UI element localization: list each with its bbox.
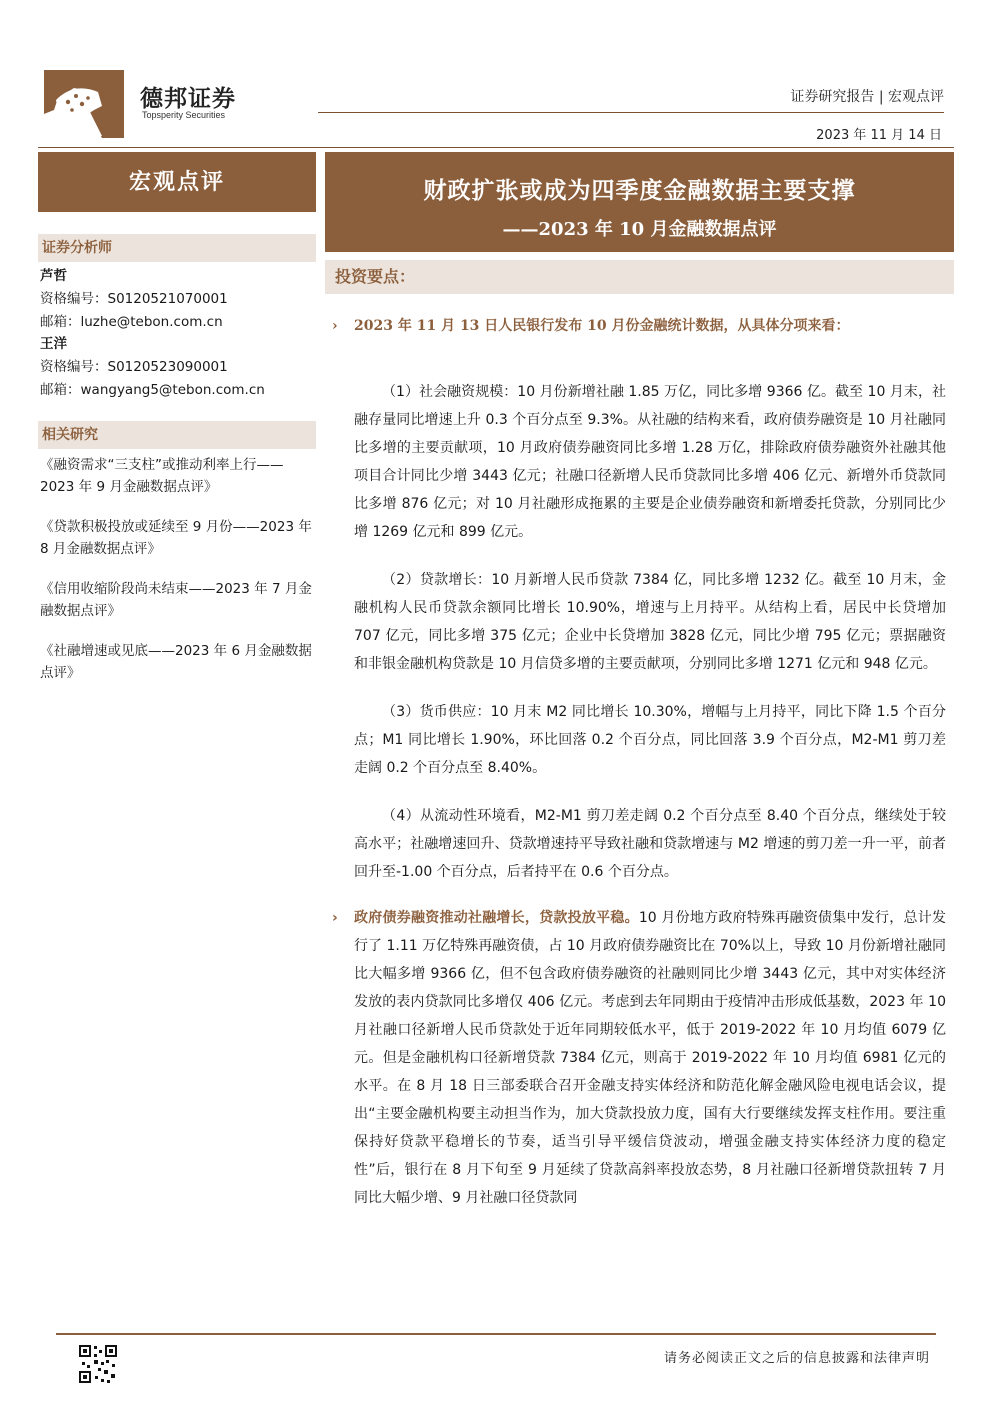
company-logo xyxy=(44,70,124,138)
bullet-2-text: 10 月份地方政府特殊再融资债集中发行，总计发行了 1.11 万亿特殊再融资债，占 10 月政府债券融资比在 70%以上，导致 10 月份新增社融同比大幅多增 9366 亿，但不包含政府债券融资的社融则同比少增 3443 亿元，其中对实体经济发放的表内贷款同比多增仅 406 亿元。考虑到去年同期由于疫情冲击形成低基数，2023 年 10 月社融口径新增人民币贷款处于近年同期较低水平，低于 2019-2022 年 10 月均值 6079 亿元。但是金融机构口径新增贷款 7384 亿元，则高于 2019-2022 年 10 月均值 6981 亿元的水平。在 8 月 18 日三部委联合召开金融支持实体经济和防范化解金融风险电视电话会议，提出“主要金融机构要主动担当作为，加大贷款投放力度，国有大行要继续发挥支柱作用。要注重保持好贷款平稳增长的节奏，适当引导平缓信贷波动，增强金融支持实体经济力度的稳定性”后，银行在 8 月下旬至 9 月延续了贷款高斜率投放态势，8 月社融口径新增贷款扭转 7 月同比大幅少增、9 月社融口径贷款同 xyxy=(354,910,947,1206)
analysts-heading: 证券分析师 xyxy=(38,234,316,262)
bullet-2-lead: 政府债券融资推动社融增长，贷款投放平稳。 xyxy=(354,910,639,926)
analyst-name: 芦哲 xyxy=(40,268,67,284)
qr-code-icon xyxy=(78,1344,118,1384)
key-points-heading: 投资要点： xyxy=(325,260,954,294)
bullet-2 xyxy=(332,904,946,1212)
title-banner xyxy=(325,152,954,252)
paragraph-money-supply: （3）货币供应：10 月末 M2 同比增长 10.30%，增幅与上月持平，同比下降 1.5 个百分点；M1 同比增长 1.90%，环比回落 0.2 个百分点，同比回落 3.9 个百分点，M2-M1 剪刀差走阔 0.2 个百分点至 8.40%。 xyxy=(354,704,946,776)
paragraph-liquidity: （4）从流动性环境看，M2-M1 剪刀差走阔 0.2 个百分点至 8.40 个百分点，继续处于较高水平；社融增速回升、贷款增速持平导致社融和贷款增速与 M2 增速的剪刀差一升一平，前者回升至-1.00 个百分点，后者持平在 0.6 个百分点。 xyxy=(354,808,946,880)
bullet-arrow-icon: › xyxy=(332,910,338,926)
related-research-list xyxy=(40,454,316,702)
header-divider-bottom xyxy=(38,147,954,148)
related-research-link[interactable]: 《融资需求“三支柱”或推动利率上行——2023 年 9 月金融数据点评》 xyxy=(40,457,284,495)
analyst-email[interactable]: 邮箱：luzhe@tebon.com.cn xyxy=(40,314,223,330)
header-divider xyxy=(318,112,944,113)
report-title: 财政扩张或成为四季度金融数据主要支撑 xyxy=(423,177,856,204)
analyst-name: 王洋 xyxy=(40,336,67,352)
related-research-heading: 相关研究 xyxy=(38,421,316,449)
brand-name-cn: 德邦证券 xyxy=(140,86,236,112)
analyst-cert: 资格编号：S0120521070001 xyxy=(40,291,228,307)
related-research-link[interactable]: 《信用收缩阶段尚未结束——2023 年 7 月金融数据点评》 xyxy=(40,581,312,619)
legal-disclaimer: 请务必阅读正文之后的信息披露和法律声明 xyxy=(663,1351,930,1366)
report-type: 证券研究报告 | 宏观点评 xyxy=(790,89,944,105)
report-date: 2023 年 11 月 14 日 xyxy=(816,128,942,143)
bullet-1 xyxy=(332,312,946,340)
bullet-arrow-icon: › xyxy=(332,318,338,334)
analyst-cert: 资格编号：S0120523090001 xyxy=(40,359,228,375)
footer-divider xyxy=(56,1333,936,1335)
related-research-link[interactable]: 《社融增速或见底——2023 年 6 月金融数据点评》 xyxy=(40,643,312,681)
paragraph-loan-growth: （2）贷款增长：10 月新增人民币贷款 7384 亿，同比多增 1232 亿。截至 10 月末，金融机构人民币贷款余额同比增长 10.90%，增速与上月持平。从结构上看，居民中长贷增加 707 亿元，同比多增 375 亿元；企业中长贷增加 3828 亿元，同比少增 795 亿元；票据融资和非银金融机构贷款是 10 月信贷多增的主要贡献项，分别同比多增 1271 亿元和 948 亿元。 xyxy=(354,572,946,672)
analyst-email[interactable]: 邮箱：wangyang5@tebon.com.cn xyxy=(40,382,265,398)
main-content xyxy=(332,312,946,1212)
category-banner: 宏观点评 xyxy=(38,152,316,212)
brand-name-en: Topsperity Securities xyxy=(142,110,226,120)
bullet-1-text: 2023 年 11 月 13 日人民银行发布 10 月份金融统计数据，从具体分项来看： xyxy=(354,318,850,334)
paragraph-social-financing: （1）社会融资规模：10 月份新增社融 1.85 万亿，同比多增 9366 亿。截至 10 月末，社融存量同比增速上升 0.3 个百分点至 9.3%。从社融的结构来看，政府债券融资是 10 月社融同比多增的主要贡献项，10 月政府债券融资同比多增 1.28 万亿，排除政府债券融资外社融其他项目合计同比少增 3443 亿元；社融口径新增人民币贷款同比多增 406 亿元、新增外币贷款同比多增 876 亿元；对 10 月社融形成拖累的主要是企业债券融资和新增委托贷款，分别同比少增 1269 亿元和 899 亿元。 xyxy=(354,384,946,540)
analyst-1 xyxy=(40,265,316,334)
related-research-link[interactable]: 《贷款积极投放或延续至 9 月份——2023 年 8 月金融数据点评》 xyxy=(40,519,312,557)
analyst-2 xyxy=(40,333,316,402)
report-subtitle: ——2023 年 10 月金融数据点评 xyxy=(502,219,777,240)
